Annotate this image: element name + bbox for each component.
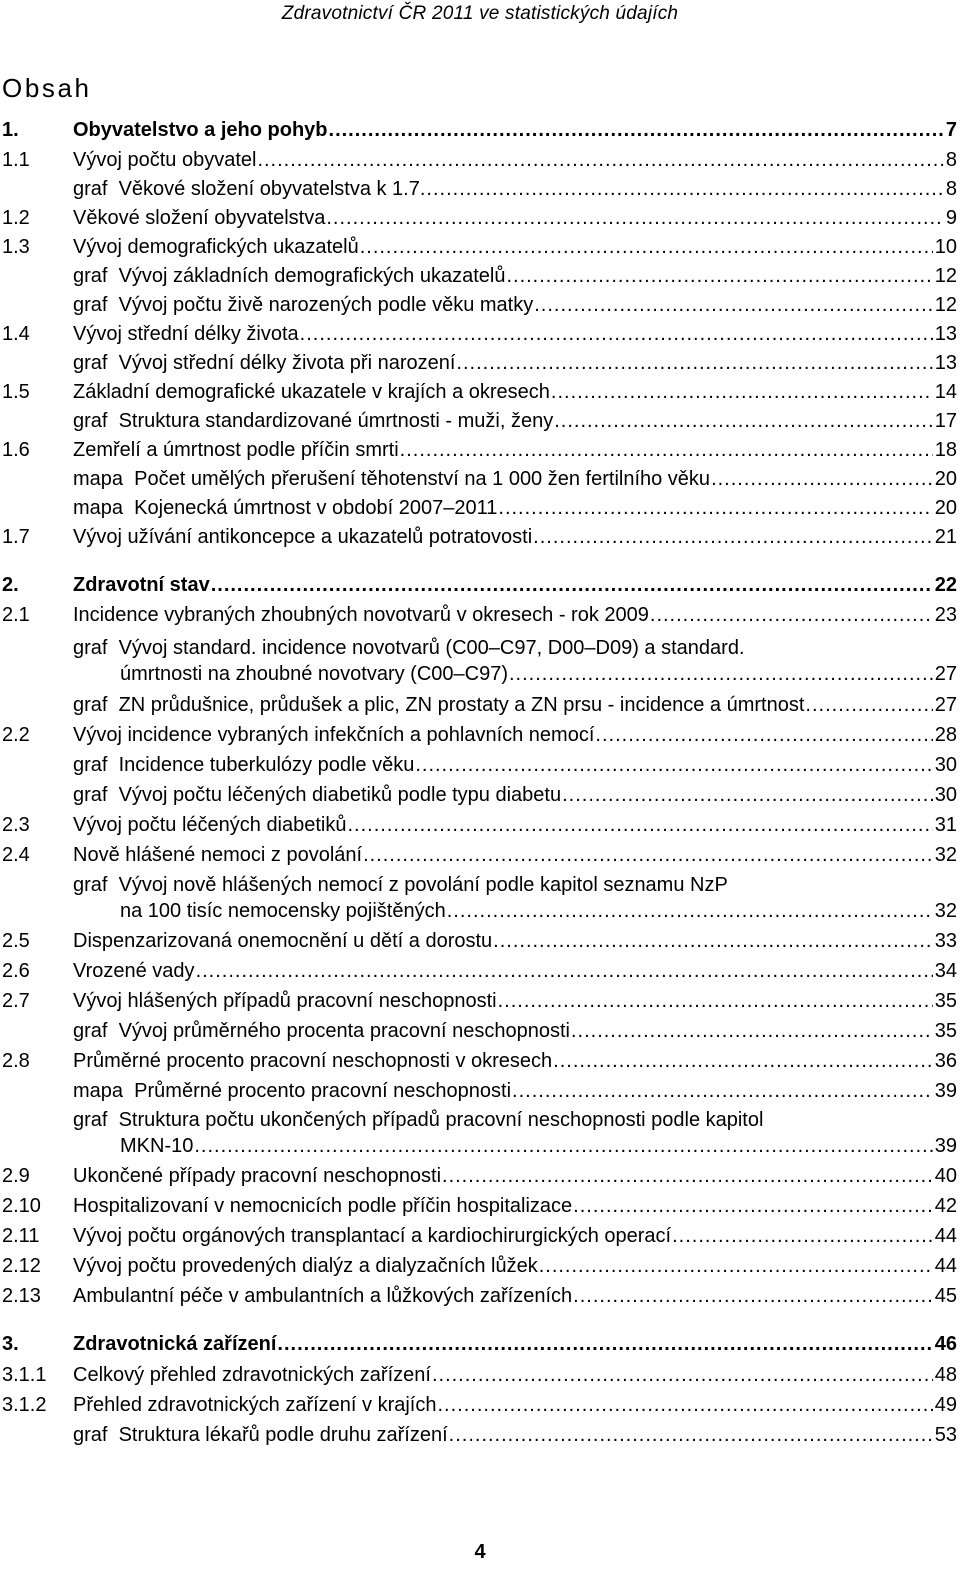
- toc-entry-line: [73, 1078, 957, 1104]
- toc-entry-number: 2.3: [2, 814, 30, 836]
- toc-entry-title: Zdravotnická zařízení: [73, 1333, 277, 1355]
- dot-leader: [360, 234, 933, 260]
- toc-entry-line: [73, 1362, 957, 1388]
- toc-entry-line: [73, 572, 957, 598]
- toc-entry-line: [73, 292, 957, 318]
- toc-entry-page: 48: [934, 1364, 957, 1386]
- toc-entry-page: 20: [934, 497, 957, 519]
- toc-entry-prefix: graf: [73, 1424, 119, 1446]
- toc-entry-line: [73, 1018, 957, 1044]
- dot-leader: [194, 1133, 932, 1159]
- toc-entry-line: [73, 350, 957, 376]
- toc-entry-page: 23: [934, 604, 957, 626]
- toc-entry-page: 34: [934, 960, 957, 982]
- toc-entry-page: 36: [934, 1050, 957, 1072]
- dot-leader: [449, 1422, 933, 1448]
- dot-leader: [447, 898, 933, 924]
- toc-entry-page: 42: [934, 1195, 957, 1217]
- toc-entry-page: 10: [934, 236, 957, 258]
- toc-entry-line: [73, 1331, 957, 1357]
- dot-leader: [329, 117, 944, 143]
- dot-leader: [456, 350, 932, 376]
- toc-entry-title: Obyvatelstvo a jeho pohyb: [73, 119, 328, 141]
- toc-entry-title: Vývoj hlášených případů pracovní neschopnosti: [73, 990, 497, 1012]
- toc-entry-line: [73, 466, 957, 492]
- toc-entry-title: Počet umělých přerušení těhotenství na 1 000 žen fertilního věku: [134, 468, 711, 490]
- toc-entry-page: 13: [934, 352, 957, 374]
- toc-entry-page: 12: [934, 265, 957, 287]
- toc-entry-page: 31: [934, 814, 957, 836]
- toc-entry-prefix: graf: [73, 874, 119, 896]
- toc-entry-title: Vývoj počtu léčených diabetiků: [73, 814, 347, 836]
- toc-entry-page: 33: [934, 930, 957, 952]
- toc-entry-prefix: mapa: [73, 497, 135, 519]
- dot-leader: [595, 722, 932, 748]
- toc-entry-title: Incidence vybraných zhoubných novotvarů v okresech - rok 2009: [73, 604, 649, 626]
- dot-leader: [551, 379, 933, 405]
- toc-entry-page: 17: [934, 410, 957, 432]
- toc-entry-page: 12: [934, 294, 957, 316]
- toc-entry-title: Vývoj demografických ukazatelů: [73, 236, 359, 258]
- toc-entry-line: [73, 176, 957, 202]
- toc-entry-number: 2.10: [2, 1195, 41, 1217]
- toc-entry-title-line1: Vývoj standard. incidence novotvarů (C00–C97, D00–D09) a standard.: [118, 637, 745, 659]
- dot-leader: [573, 1283, 933, 1309]
- toc-entry-line: [73, 812, 957, 838]
- toc-entry-line: [73, 234, 957, 260]
- toc-entry-number: 1.6: [2, 439, 30, 461]
- dot-leader: [512, 1078, 933, 1104]
- toc-entry-page: 39: [934, 1135, 957, 1157]
- toc-entry-title: Incidence tuberkulózy podle věku: [118, 754, 415, 776]
- toc-entry-page: 28: [934, 724, 957, 746]
- toc-entry-first-line: [73, 635, 745, 661]
- toc-entry-line: [73, 117, 957, 143]
- dot-leader: [442, 1163, 933, 1189]
- dot-leader: [506, 263, 932, 289]
- toc-entry-line: [73, 898, 957, 924]
- toc-entry-page: 27: [934, 694, 957, 716]
- toc-entry-line: [73, 524, 957, 550]
- toc-entry-line: [73, 321, 957, 347]
- toc-entry-line: [73, 379, 957, 405]
- toc-entry-number: 1.: [2, 119, 19, 141]
- dot-leader: [196, 958, 933, 984]
- toc-entry-prefix: graf: [73, 352, 119, 374]
- toc-entry-page: 14: [934, 381, 957, 403]
- toc-entry-prefix: graf: [73, 294, 119, 316]
- toc-entry-number: 2.2: [2, 724, 30, 746]
- toc-entry-title: Ambulantní péče v ambulantních a lůžkových zařízeních: [73, 1285, 573, 1307]
- toc-entry-line: [73, 263, 957, 289]
- toc-entry-line: [73, 928, 957, 954]
- toc-entry-title: Přehled zdravotnických zařízení v krajích: [73, 1394, 437, 1416]
- toc-entry-line: [73, 782, 957, 808]
- toc-entry-number: 2.12: [2, 1255, 41, 1277]
- dot-leader: [211, 572, 933, 598]
- toc-entry-line: [73, 205, 957, 231]
- toc-entry-number: 2.5: [2, 930, 30, 952]
- toc-entry-number: 2.6: [2, 960, 30, 982]
- toc-entry-first-line: [73, 1107, 763, 1133]
- toc-entry-title: Vývoj počtu orgánových transplantací a kardiochirurgických operací: [73, 1225, 672, 1247]
- dot-leader: [498, 495, 932, 521]
- toc-entry-title: Ukončené případy pracovní neschopnosti: [73, 1165, 442, 1187]
- toc-entry-prefix: graf: [73, 637, 119, 659]
- toc-entry-title: Struktura standardizované úmrtnosti - muži, ženy: [118, 410, 554, 432]
- toc-entry-title: Vývoj počtu živě narozených podle věku matky: [118, 294, 534, 316]
- toc-entry-number: 3.1.1: [2, 1364, 47, 1386]
- dot-leader: [509, 661, 933, 687]
- toc-entry-page: 35: [934, 990, 957, 1012]
- toc-entry-title: Zemřelí a úmrtnost podle příčin smrti: [73, 439, 399, 461]
- toc-entry-line: [73, 661, 957, 687]
- toc-entry-number: 1.3: [2, 236, 30, 258]
- toc-entry-line: [73, 1283, 957, 1309]
- toc-entry-page: 35: [934, 1020, 957, 1042]
- dot-leader: [432, 1362, 933, 1388]
- page-number: 4: [474, 1541, 486, 1563]
- toc-entry-title: Vývoj incidence vybraných infekčních a pohlavních nemocí: [73, 724, 595, 746]
- toc-entry-number: 2.13: [2, 1285, 41, 1307]
- toc-entry-title: Vývoj základních demografických ukazatelů: [118, 265, 506, 287]
- toc-entry-title: Dispenzarizovaná onemocnění u dětí a dorostu: [73, 930, 493, 952]
- toc-entry-prefix: graf: [73, 410, 119, 432]
- toc-entry-line: [73, 1133, 957, 1159]
- toc-entry-title: Celkový přehled zdravotnických zařízení: [73, 1364, 431, 1386]
- toc-entry-title: na 100 tisíc nemocensky pojištěných: [120, 900, 446, 922]
- toc-entry-page: 13: [934, 323, 957, 345]
- toc-entry-line: [73, 1223, 957, 1249]
- toc-entry-page: 30: [934, 754, 957, 776]
- toc-entry-title: Kojenecká úmrtnost v období 2007–2011: [134, 497, 498, 519]
- toc-entry-line: [73, 1163, 957, 1189]
- dot-leader: [562, 782, 933, 808]
- toc-entry-number: 2.7: [2, 990, 30, 1012]
- toc-entry-number: 3.: [2, 1333, 19, 1355]
- toc-entry-title: Věkové složení obyvatelstva: [73, 207, 326, 229]
- dot-leader: [805, 692, 932, 718]
- dot-leader: [573, 1193, 933, 1219]
- toc-entry-title: Vývoj střední délky života: [73, 323, 299, 345]
- toc-entry-page: 40: [934, 1165, 957, 1187]
- dot-leader: [650, 602, 933, 628]
- toc-entry-line: [73, 722, 957, 748]
- toc-entry-number: 2.4: [2, 844, 30, 866]
- toc-entry-title: Průměrné procento pracovní neschopnosti: [134, 1080, 512, 1102]
- toc-entry-title: ZN průdušnice, průdušek a plic, ZN prostaty a ZN prsu - incidence a úmrtnost: [118, 694, 805, 716]
- toc-entry-prefix: graf: [73, 694, 119, 716]
- toc-entry-page: 7: [945, 119, 957, 141]
- toc-entry-page: 27: [934, 663, 957, 685]
- toc-entry-title: Struktura lékařů podle druhu zařízení: [118, 1424, 448, 1446]
- toc-entry-title: Základní demografické ukazatele v krajích a okresech: [73, 381, 550, 403]
- toc-entry-title: Vývoj počtu provedených dialýz a dialyzačních lůžek: [73, 1255, 538, 1277]
- toc-entry-number: 2.8: [2, 1050, 30, 1072]
- toc-entry-title: Zdravotní stav: [73, 574, 210, 596]
- toc-entry-first-line: [73, 872, 728, 898]
- toc-entry-page: 20: [934, 468, 957, 490]
- dot-leader: [534, 292, 933, 318]
- page-title: Obsah: [2, 73, 92, 103]
- dot-leader: [493, 928, 933, 954]
- toc-entry-line: [73, 147, 957, 173]
- toc-entry-title: Vývoj počtu léčených diabetiků podle typu diabetu: [118, 784, 562, 806]
- dot-leader: [400, 437, 933, 463]
- toc-entry-number: 2.9: [2, 1165, 30, 1187]
- toc-entry-page: 9: [945, 207, 957, 229]
- toc-entry-line: [73, 1193, 957, 1219]
- toc-entry-line: [73, 1048, 957, 1074]
- toc-entry-page: 8: [945, 149, 957, 171]
- toc-entry-page: 32: [934, 900, 957, 922]
- toc-entry-page: 8: [945, 178, 957, 200]
- toc-entry-prefix: graf: [73, 1109, 119, 1131]
- toc-entry-title: Vývoj střední délky života při narození: [118, 352, 456, 374]
- toc-entry-page: 30: [934, 784, 957, 806]
- toc-entry-number: 2.11: [2, 1225, 40, 1247]
- toc-entry-title: Nově hlášené nemoci z povolání: [73, 844, 363, 866]
- dot-leader: [326, 205, 944, 231]
- dot-leader: [277, 1331, 932, 1357]
- toc-entry-line: [73, 958, 957, 984]
- toc-entry-page: 18: [934, 439, 957, 461]
- toc-entry-title-line1: Struktura počtu ukončených případů pracovní neschopnosti podle kapitol: [118, 1109, 764, 1131]
- toc-entry-line: [73, 495, 957, 521]
- running-header: Zdravotnictví ČR 2011 ve statistických údajích: [281, 3, 679, 24]
- dot-leader: [711, 466, 933, 492]
- dot-leader: [257, 147, 943, 173]
- dot-leader: [498, 988, 933, 1014]
- toc-entry-title: Vývoj užívání antikoncepce a ukazatelů potratovosti: [73, 526, 533, 548]
- toc-entry-page: 49: [934, 1394, 957, 1416]
- toc-entry-page: 32: [934, 844, 957, 866]
- toc-entry-page: 46: [934, 1333, 957, 1355]
- toc-entry-title: Hospitalizovaní v nemocnicích podle příčin hospitalizace: [73, 1195, 573, 1217]
- toc-entry-prefix: graf: [73, 754, 119, 776]
- toc-entry-number: 1.5: [2, 381, 30, 403]
- toc-entry-number: 1.2: [2, 207, 30, 229]
- toc-entry-line: [73, 408, 957, 434]
- toc-entry-page: 39: [934, 1080, 957, 1102]
- toc-entry-title: Věkové složení obyvatelstva k 1.7.: [118, 178, 426, 200]
- toc-entry-number: 2.1: [2, 604, 30, 626]
- dot-leader: [554, 408, 933, 434]
- toc-entry-title: Vrozené vady: [73, 960, 195, 982]
- toc-entry-prefix: mapa: [73, 1080, 135, 1102]
- toc-entry-page: 45: [934, 1285, 957, 1307]
- dot-leader: [363, 842, 933, 868]
- toc-entry-prefix: graf: [73, 784, 119, 806]
- toc-entry-title: MKN-10: [120, 1135, 194, 1157]
- dot-leader: [426, 176, 943, 202]
- dot-leader: [553, 1048, 933, 1074]
- toc-entry-line: [73, 752, 957, 778]
- toc-entry-line: [73, 437, 957, 463]
- toc-entry-prefix: mapa: [73, 468, 135, 490]
- toc-entry-prefix: graf: [73, 178, 119, 200]
- toc-entry-number: 1.7: [2, 526, 30, 548]
- toc-entry-prefix: graf: [73, 1020, 119, 1042]
- toc-entry-page: 22: [934, 574, 957, 596]
- toc-entry-title: úmrtnosti na zhoubné novotvary (C00–C97): [120, 663, 508, 685]
- toc-entry-line: [73, 1392, 957, 1418]
- toc-entry-page: 44: [934, 1255, 957, 1277]
- toc-entry-page: 53: [934, 1424, 957, 1446]
- toc-entry-line: [73, 692, 957, 718]
- dot-leader: [672, 1223, 933, 1249]
- toc-entry-line: [73, 1422, 957, 1448]
- toc-entry-line: [73, 842, 957, 868]
- toc-entry-line: [73, 602, 957, 628]
- toc-entry-page: 44: [934, 1225, 957, 1247]
- toc-entry-number: 1.1: [2, 149, 30, 171]
- toc-entry-title: Průměrné procento pracovní neschopnosti v okresech: [73, 1050, 553, 1072]
- dot-leader: [415, 752, 932, 778]
- dot-leader: [571, 1018, 933, 1044]
- toc-entry-line: [73, 988, 957, 1014]
- dot-leader: [533, 524, 933, 550]
- dot-leader: [438, 1392, 933, 1418]
- toc-entry-number: 2.: [2, 574, 19, 596]
- toc-entry-title-line1: Vývoj nově hlášených nemocí z povolání podle kapitol seznamu NzP: [118, 874, 728, 896]
- dot-leader: [300, 321, 933, 347]
- toc-entry-prefix: graf: [73, 265, 119, 287]
- toc-entry-line: [73, 1253, 957, 1279]
- toc-entry-page: 21: [934, 526, 957, 548]
- dot-leader: [348, 812, 933, 838]
- toc-entry-number: 1.4: [2, 323, 30, 345]
- toc-entry-number: 3.1.2: [2, 1394, 47, 1416]
- toc-entry-title: Vývoj počtu obyvatel: [73, 149, 257, 171]
- dot-leader: [539, 1253, 933, 1279]
- toc-entry-title: Vývoj průměrného procenta pracovní neschopnosti: [118, 1020, 570, 1042]
